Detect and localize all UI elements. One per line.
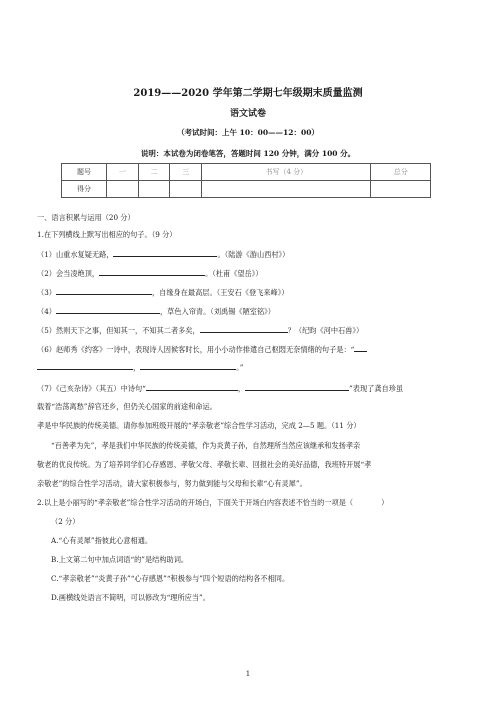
q1-item-6-cont: ， 。”	[37, 362, 243, 372]
answer-blank[interactable]	[140, 362, 236, 370]
q1-item-4: （4） ，草色入帘青。（刘禹锡《陋室铭》）	[37, 307, 275, 316]
exam-title: 2019——2020 学年第二学期七年级期末质量监测	[133, 88, 363, 99]
score-table-header-row	[62, 164, 431, 181]
q1-item-7-cont: 载着“浩荡离愁”辞官还乡，但仍关心国家的前途和命运。	[37, 402, 217, 411]
answer-blank[interactable]	[245, 383, 349, 391]
exam-note: 说明：本试卷为闭卷笔答，答题时间 120 分钟，满分 100 分。	[140, 149, 356, 158]
exam-time: （考试时间：上午 10：00——12：00）	[177, 128, 319, 137]
score-input-cell[interactable]	[107, 181, 139, 198]
reading-paragraph-line: “百善孝为先”，孝是我们中华民族的传统美德，作为炎黄子孙，自然理所当然应该继承和发扬孝亲	[51, 441, 361, 450]
answer-blank[interactable]	[354, 344, 367, 352]
answer-blank[interactable]	[99, 268, 205, 276]
score-table	[61, 163, 431, 198]
q2-option-c: C.“孝亲敬老”“炎黄子孙”“心存感恩”“积极参与”四个短语的结构各不相同。	[51, 574, 290, 583]
answer-blank[interactable]	[146, 383, 238, 391]
answer-blank[interactable]	[113, 249, 217, 257]
reading-intro: 孝是中华民族的传统美德。请你参加班级开展的“孝亲敬老”综合性学习活动，完成 2—5 题。（11 分）	[37, 421, 361, 430]
score-cell: 书写（4 分）	[202, 164, 371, 181]
score-input-cell[interactable]	[202, 181, 371, 198]
reading-paragraph-line: 敬老的优良传统。为了培养同学们心存感恩、孝敬父母、孝敬长辈、回报社会的美好品德，我班特开展“孝	[37, 460, 372, 469]
question-2-score: （2 分）	[51, 517, 80, 526]
reading-paragraph-line: 亲敬老”的综合性学习活动，请大家积极参与，努力做到能与父母和长辈“心有灵犀”。	[37, 479, 307, 488]
score-cell: 一	[107, 164, 139, 181]
q2-option-a: A.“心有灵犀”指彼此心意相通。	[51, 536, 153, 545]
q1-item-5: （5）然则天下之事，但知其一，不知其二者多矣， ？（纪昀《河中石兽》）	[37, 326, 364, 335]
q1-item-3: （3） ，自缘身在最高层。（王安石《登飞来峰》）	[37, 288, 289, 297]
score-cell: 得分	[62, 181, 107, 198]
score-table-score-row	[62, 181, 431, 198]
question-2-stem: 2.以上是小丽写的“孝亲敬老”综合性学习活动的开场白，下面关于开场白内容表述不恰当的一项是（ ）	[37, 498, 389, 507]
q2-option-d: D.画横线处语言不简明，可以修改为“理所应当”。	[51, 593, 210, 602]
score-input-cell[interactable]	[371, 181, 431, 198]
score-cell: 三	[170, 164, 202, 181]
q1-item-6: （6）赵师秀《约客》一诗中，表现诗人因候客时长，用小小动作排遣自己枢悶无奈情绪的句子是：“	[37, 344, 367, 354]
section-heading: 一、语言积累与运用（20 分）	[37, 213, 135, 222]
answer-blank[interactable]	[37, 362, 133, 370]
q1-item-1: （1）山重水复疑无路， 。（陆游《游山西村》）	[37, 250, 290, 259]
q1-item-7: （7）《己亥杂诗》（其五）中诗句“ ， ”表现了龚自珍虽	[37, 384, 404, 393]
exam-subtitle: 语文试卷	[229, 109, 266, 119]
answer-blank[interactable]	[56, 287, 152, 295]
score-cell: 题号	[62, 164, 107, 181]
score-input-cell[interactable]	[138, 181, 170, 198]
question-1-stem: 1.在下列横线上默写出相应的句子。（9 分）	[37, 230, 177, 239]
score-cell: 总分	[371, 164, 431, 181]
page-number: 1	[245, 670, 251, 678]
answer-blank[interactable]	[200, 325, 288, 333]
score-input-cell[interactable]	[170, 181, 202, 198]
q1-item-2: （2）会当凌绝顶， 。（杜甫《望岳》）	[37, 269, 263, 278]
score-cell: 二	[138, 164, 170, 181]
q2-option-b: B.上文第二句中加点词语“的”是结构助词。	[51, 555, 189, 564]
answer-blank[interactable]	[56, 306, 160, 314]
